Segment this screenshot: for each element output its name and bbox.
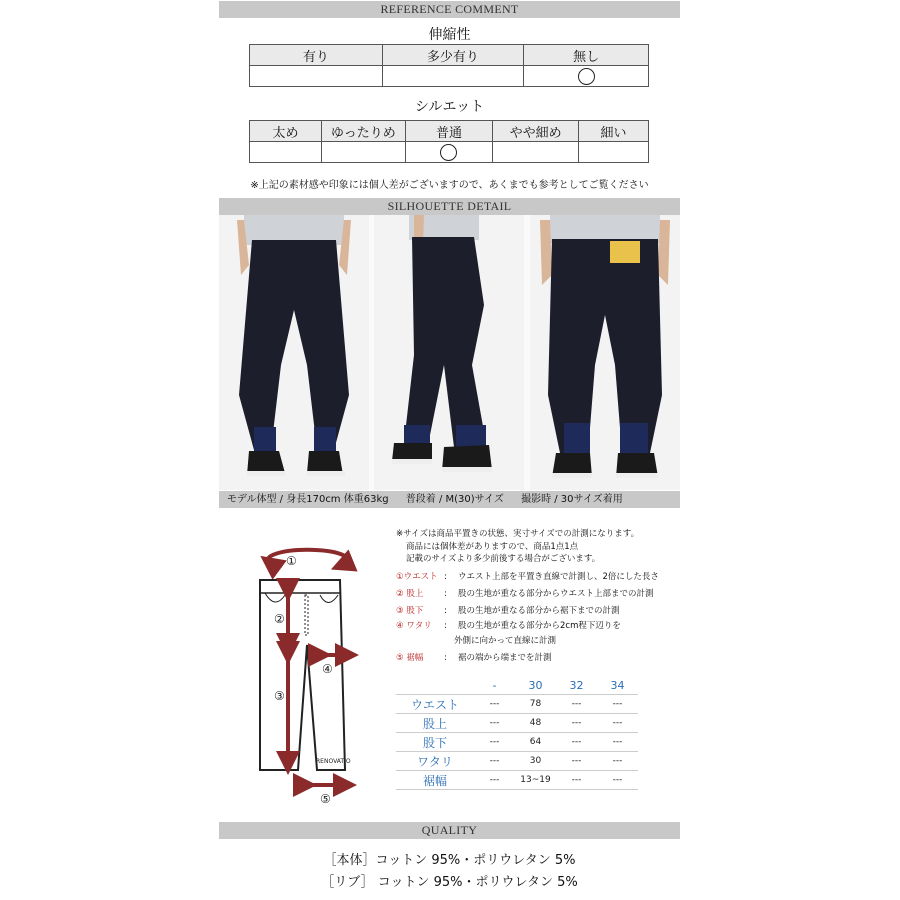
silhouette-option-wide: 太め xyxy=(250,121,322,142)
photo-side xyxy=(374,215,524,490)
size-note-line3: 記載のサイズより多少前後する場合がございます。 xyxy=(406,554,601,564)
measurement-thigh-cont: 外側に向かって直線に計測 xyxy=(454,636,557,646)
size-explanation xyxy=(396,528,681,566)
quality-body-material: ［本体］コットン 95%・ポリウレタン 5% xyxy=(323,853,576,868)
quality-header: QUALITY xyxy=(219,822,680,839)
table-cell: --- xyxy=(597,771,638,790)
row-label-thigh: ワタリ xyxy=(396,752,474,771)
quality-rib-material: ［リブ］ コットン 95%・ポリウレタン 5% xyxy=(321,875,578,890)
photo-front xyxy=(219,215,369,490)
model-worn-info: 撮影時 / 30サイズ着用 xyxy=(521,494,623,505)
table-cell: --- xyxy=(474,752,515,771)
model-body-info: モデル体型 / 身長170cm 体重63kg xyxy=(227,494,389,505)
table-cell: --- xyxy=(556,733,597,752)
diagram-brand: RENOVATIO xyxy=(316,758,351,765)
size-col-header: 32 xyxy=(556,676,597,695)
size-col-header: - xyxy=(474,676,515,695)
table-row xyxy=(396,771,638,790)
silhouette-cell xyxy=(250,142,322,163)
stretch-table xyxy=(249,44,649,87)
selected-circle-icon xyxy=(578,68,595,85)
measurement-rise: ② 股上 : 股の生地が重なる部分からウエスト上部までの計測 xyxy=(396,589,654,599)
row-label-waist: ウエスト xyxy=(396,695,474,714)
size-col-header: 34 xyxy=(597,676,638,695)
photo-back xyxy=(530,215,680,490)
stretch-cell xyxy=(250,66,383,87)
diagram-label-5: ⑤ xyxy=(320,792,331,805)
stretch-option-none: 無し xyxy=(524,45,649,66)
model-fit-info: 普段着 / M(30)サイズ xyxy=(405,494,504,505)
silhouette-cell xyxy=(493,142,579,163)
table-cell: --- xyxy=(556,714,597,733)
silhouette-cell-selected xyxy=(405,142,493,163)
measurement-thigh: ④ ワタリ : 股の生地が重なる部分から2cm程下辺りを xyxy=(396,621,621,631)
table-cell: --- xyxy=(556,771,597,790)
size-table-corner xyxy=(396,676,474,695)
stretch-cell xyxy=(382,66,524,87)
size-col-header: 30 xyxy=(515,676,556,695)
stretch-option-some: 多少有り xyxy=(382,45,524,66)
stretch-cell-selected xyxy=(524,66,649,87)
diagram-label-3: ③ xyxy=(274,689,285,703)
table-cell: --- xyxy=(597,733,638,752)
selected-circle-icon xyxy=(440,144,457,161)
table-cell: --- xyxy=(556,695,597,714)
table-row xyxy=(396,733,638,752)
size-table xyxy=(396,676,638,790)
diagram-label-4: ④ xyxy=(322,662,333,676)
model-info-bar xyxy=(219,491,680,508)
table-cell: 78 xyxy=(515,695,556,714)
silhouette-detail-header: SILHOUETTE DETAIL xyxy=(219,198,680,215)
silhouette-option-slim: やや細め xyxy=(493,121,579,142)
table-cell: --- xyxy=(474,733,515,752)
table-cell: --- xyxy=(474,771,515,790)
model-photos xyxy=(219,215,680,490)
silhouette-title: シルエット xyxy=(414,99,485,115)
table-cell: 13~19 xyxy=(515,771,556,790)
silhouette-option-regular: 普通 xyxy=(405,121,493,142)
reference-comment-header: REFERENCE COMMENT xyxy=(219,1,680,18)
table-cell: 30 xyxy=(515,752,556,771)
size-note-line2: 商品には個体差がありますので、商品1点1点 xyxy=(406,541,579,552)
table-cell: --- xyxy=(556,752,597,771)
row-label-inseam: 股下 xyxy=(396,733,474,752)
table-cell: 48 xyxy=(515,714,556,733)
table-row xyxy=(396,752,638,771)
stretch-title: 伸縮性 xyxy=(428,27,471,43)
measurement-hem: ⑤ 裾幅 : 裾の端から端までを計測 xyxy=(396,653,552,663)
table-cell: --- xyxy=(597,714,638,733)
silhouette-option-skinny: 細い xyxy=(579,121,649,142)
stretch-option-yes: 有り xyxy=(250,45,383,66)
row-label-hem: 裾幅 xyxy=(396,771,474,790)
table-row xyxy=(396,714,638,733)
diagram-label-2: ② xyxy=(274,612,285,626)
table-cell: --- xyxy=(597,752,638,771)
measurement-waist: ①ウエスト : ウエスト上部を平置き直線で計測し、2倍にした長さ xyxy=(396,572,659,582)
silhouette-cell xyxy=(579,142,649,163)
table-cell: 64 xyxy=(515,733,556,752)
silhouette-cell xyxy=(321,142,405,163)
diagram-label-1: ① xyxy=(286,554,297,568)
silhouette-table xyxy=(249,120,649,163)
disclaimer-note: ※上記の素材感や印象には個人差がございますので、あくまでも参考としてご覧ください xyxy=(250,180,649,191)
table-cell: --- xyxy=(474,714,515,733)
row-label-rise: 股上 xyxy=(396,714,474,733)
table-cell: --- xyxy=(597,695,638,714)
measurement-inseam: ③ 股下 : 股の生地が重なる部分から裾下までの計測 xyxy=(396,606,620,616)
table-row xyxy=(396,695,638,714)
silhouette-option-loose: ゆったりめ xyxy=(321,121,405,142)
table-cell: --- xyxy=(474,695,515,714)
size-note-line1: ※サイズは商品平置きの状態、実寸サイズでの計測になります。 xyxy=(396,529,640,539)
measurement-diagram xyxy=(250,535,365,805)
